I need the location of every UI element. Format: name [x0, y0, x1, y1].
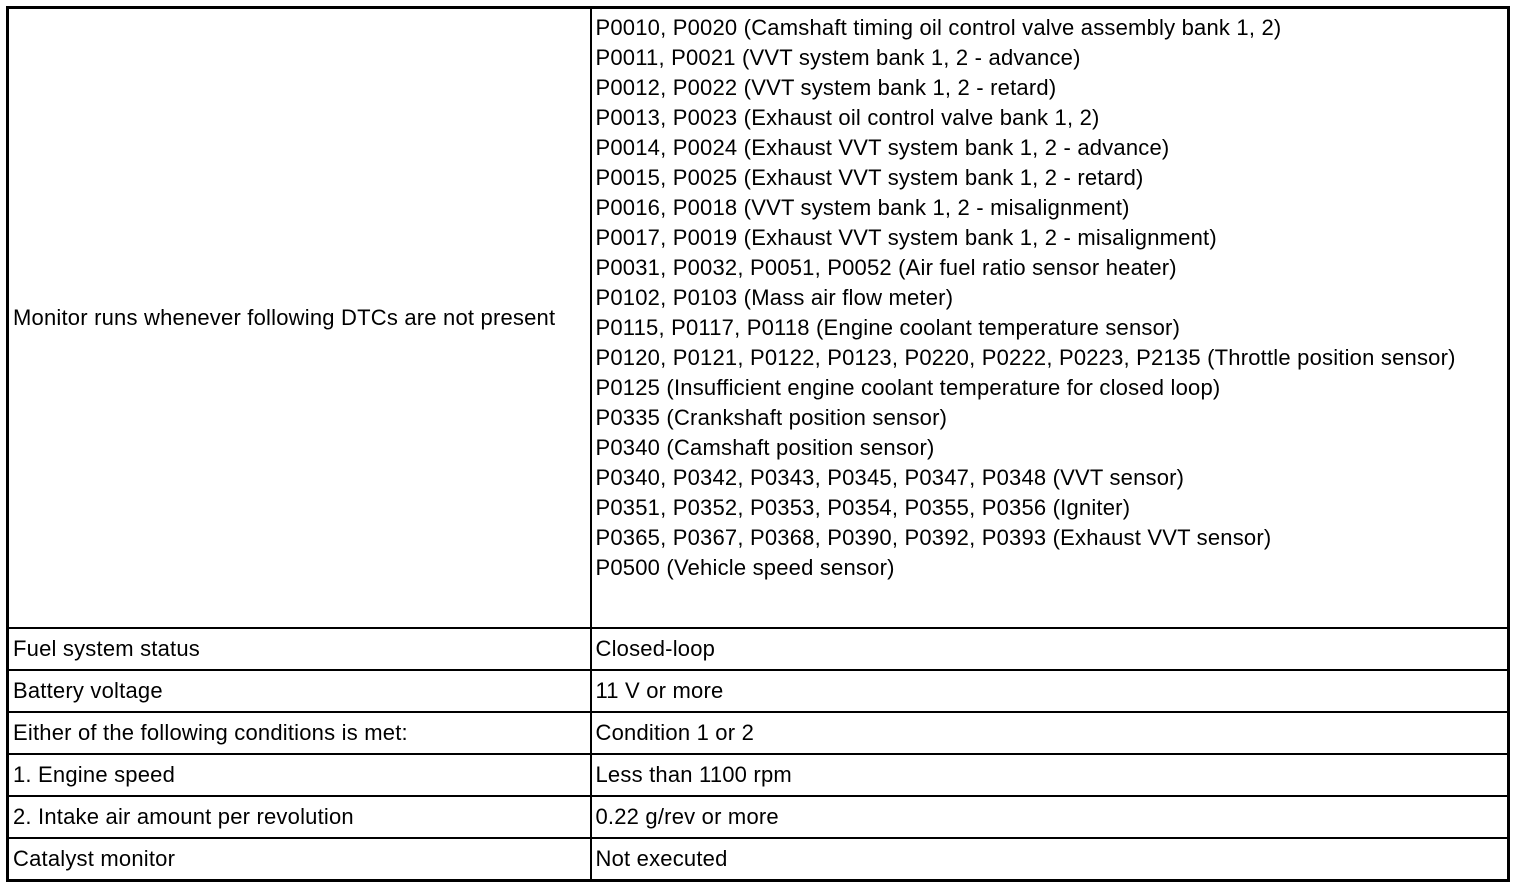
- condition-label: Either of the following conditions is met:: [8, 712, 591, 754]
- condition-value: Condition 1 or 2: [591, 712, 1509, 754]
- condition-value: 0.22 g/rev or more: [591, 796, 1509, 838]
- dtc-list-item: P0011, P0021 (VVT system bank 1, 2 - advance): [595, 45, 1081, 70]
- condition-value: 11 V or more: [591, 670, 1509, 712]
- dtc-list-item: P0335 (Crankshaft position sensor): [595, 405, 948, 430]
- dtc-list-item: P0016, P0018 (VVT system bank 1, 2 - misalignment): [595, 195, 1130, 220]
- table-row-catalyst-monitor: [8, 838, 1509, 881]
- dtc-list-item: P0014, P0024 (Exhaust VVT system bank 1, 2 - advance): [595, 135, 1170, 160]
- dtc-list: [591, 8, 1509, 629]
- dtc-list-item: P0351, P0352, P0353, P0354, P0355, P0356 (Igniter): [595, 495, 1131, 520]
- table-row-engine-speed: [8, 754, 1509, 796]
- dtc-list-item: P0125 (Insufficient engine coolant temperature for closed loop): [595, 375, 1221, 400]
- condition-label: Catalyst monitor: [8, 838, 591, 881]
- condition-label: Fuel system status: [8, 628, 591, 670]
- dtc-list-item: P0102, P0103 (Mass air flow meter): [595, 285, 954, 310]
- table-row-intake-air-amount: [8, 796, 1509, 838]
- dtc-list-item: P0031, P0032, P0051, P0052 (Air fuel ratio sensor heater): [595, 255, 1177, 280]
- dtc-list-item: P0012, P0022 (VVT system bank 1, 2 - retard): [595, 75, 1057, 100]
- table-row-fuel-system-status: [8, 628, 1509, 670]
- condition-value: Less than 1100 rpm: [591, 754, 1509, 796]
- condition-label: Battery voltage: [8, 670, 591, 712]
- condition-label: 1. Engine speed: [8, 754, 591, 796]
- condition-value: Not executed: [591, 838, 1509, 881]
- table-row-battery-voltage: [8, 670, 1509, 712]
- dtc-list-item: P0340, P0342, P0343, P0345, P0347, P0348 (VVT sensor): [595, 465, 1185, 490]
- dtc-list-item: P0015, P0025 (Exhaust VVT system bank 1, 2 - retard): [595, 165, 1144, 190]
- condition-label: Monitor runs whenever following DTCs are not present: [8, 8, 591, 629]
- monitor-conditions-table: [6, 6, 1510, 882]
- dtc-list-item: P0013, P0023 (Exhaust oil control valve bank 1, 2): [595, 105, 1100, 130]
- table-row-either-condition: [8, 712, 1509, 754]
- dtc-list-item: P0365, P0367, P0368, P0390, P0392, P0393 (Exhaust VVT sensor): [595, 525, 1272, 550]
- table-row-dtc-conditions: [8, 8, 1509, 629]
- dtc-list-item: P0017, P0019 (Exhaust VVT system bank 1, 2 - misalignment): [595, 225, 1217, 250]
- dtc-list-item: P0340 (Camshaft position sensor): [595, 435, 935, 460]
- condition-label: 2. Intake air amount per revolution: [8, 796, 591, 838]
- dtc-list-item: P0500 (Vehicle speed sensor): [595, 555, 895, 580]
- dtc-list-item: P0010, P0020 (Camshaft timing oil control valve assembly bank 1, 2): [595, 15, 1282, 40]
- condition-value: Closed-loop: [591, 628, 1509, 670]
- dtc-list-item: P0120, P0121, P0122, P0123, P0220, P0222, P0223, P2135 (Throttle position sensor): [595, 345, 1456, 370]
- dtc-list-item: P0115, P0117, P0118 (Engine coolant temperature sensor): [595, 315, 1181, 340]
